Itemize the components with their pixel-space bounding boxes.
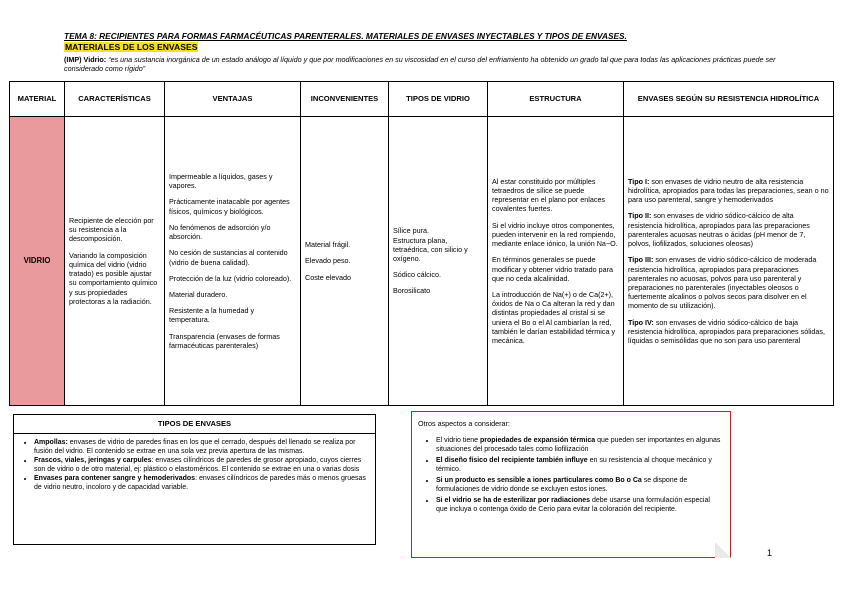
resistencia-item xyxy=(628,177,829,205)
header-resistencia: ENVASES SEGÚN SU RESISTENCIA HIDROLÍTICA xyxy=(624,82,834,117)
tipo-vidrio-item: Sódico cálcico. xyxy=(393,270,441,280)
tipos-vidrio-cell xyxy=(389,117,488,406)
list-item xyxy=(34,439,369,456)
resistencia-item xyxy=(628,211,829,248)
inconveniente-item: Elevado peso. xyxy=(305,256,351,266)
otros-aspectos-list xyxy=(436,436,723,514)
list-item xyxy=(34,475,369,492)
tipos-envases-box xyxy=(13,414,376,545)
inconveniente-item: Coste elevado xyxy=(305,272,351,282)
item-post: debe usarse una formulación especial que incluya o contenga óxido de Cerio para evitar la coloración del recipiente. xyxy=(436,497,710,513)
tipo-vidrio-item: Estructura plana, tetraédrica, con silicio y oxígeno. xyxy=(393,235,468,263)
otros-aspectos-box xyxy=(411,411,731,558)
tipo-label: Tipo III: xyxy=(628,255,654,265)
inconvenientes-cell xyxy=(301,117,389,406)
estructura-item: La introducción de Na(+) o de Ca(2+), óxidos de Na o Ca alteran la red y dan distintas propiedades al cristal si se uniera el Bo o el Al cambiarían la red, también le darían estabilidad térmica y mecánica. xyxy=(492,289,616,345)
ventaja-item: Resistente a la humedad y temperatura. xyxy=(169,306,255,325)
list-item xyxy=(436,436,723,454)
header-caracteristicas: CARACTERÍSTICAS xyxy=(65,82,165,117)
item-bold: propiedades de expansión térmica xyxy=(479,437,596,444)
list-item xyxy=(436,476,723,494)
item-text: : envases cilíndricos de paredes de grosor apropiado, cuyos cierres son de vidrio o de otro material, ej: plástico o elastoméricos. El contenido se extrae en una o varias dosis xyxy=(34,457,362,473)
tipo-text: son envases de vidrio sódico-cálcico de alta resistencia hidrolítica, apropiados para las preparaciones parenterales acuosas neutras o ácidas (pH menor de 7, polvos, liofilizados, soluciones oleosas) xyxy=(628,211,810,249)
resistencia-cell xyxy=(624,117,834,406)
item-post: se dispone de formulaciones de vidrio donde se excluyen estos iones. xyxy=(436,477,688,493)
ventaja-item: No fenómenos de adsorción y/o absorción. xyxy=(169,222,271,242)
header-tipos-vidrio: TIPOS DE VIDRIO xyxy=(389,82,488,117)
estructura-cell xyxy=(488,117,624,406)
item-bold: El diseño físico del recipiente también influye xyxy=(436,457,588,464)
estructura-item: En términos generales se puede modificar y obtener vidrio tratado para que no ceda alcalinidad. xyxy=(492,255,614,283)
ventaja-item: Prácticamente inatacable por agentes físicos, químicos y biológicos. xyxy=(169,197,290,216)
definition-label: (IMP) Vidrio: xyxy=(64,55,107,64)
materials-table xyxy=(9,81,834,406)
ventaja-item: Transparencia (envases de formas farmacéuticas parenterales) xyxy=(169,331,280,350)
material-cell: VIDRIO xyxy=(10,117,65,406)
list-item xyxy=(436,496,723,514)
item-text: envases de vidrio de paredes finas en los que el cerrado, después del llenado se realiza por fusión del vidrio. El contenido se extrae en una sola vez previa apertura de las mismas. xyxy=(34,439,356,455)
tipo-label: Tipo IV: xyxy=(628,317,654,327)
caracteristicas-cell xyxy=(65,117,165,406)
tipo-text: son envases de vidrio sódico-cálcico de moderada resistencia hidrolítica, apropiados para preparaciones parenterales no acuosas, polvos para uso parenteral y preparaciones no parenterales (inyectables oleosos o fuertemente alcalinos o polvos secos para disolver en el momento de su utilización). xyxy=(628,255,817,311)
item-post: que pueden ser importantes en algunas situaciones del procesado tales como liofilización xyxy=(436,437,721,453)
table-row xyxy=(10,117,834,406)
item-label: Frascos, viales, jeringas y carpules xyxy=(34,457,152,465)
caracteristica-item: Recipiente de elección por su resistencia a la descomposición. xyxy=(69,216,154,244)
ventaja-item: Impermeable a líquidos, gases y vapores. xyxy=(169,172,273,191)
tipo-text: son envases de vidrio sódico-cálcico de baja resistencia hidrolítica, apropiados para preparaciones sólidas, líquidas o semisólidas que no son para uso parenteral xyxy=(628,317,825,345)
ventaja-item: Protección de la luz (vidrio coloreado). xyxy=(169,273,292,283)
item-pre: El vidrio tiene xyxy=(436,437,480,444)
header-estructura: ESTRUCTURA xyxy=(488,82,624,117)
tipo-text: son envases de vidrio neutro de alta resistencia hidrolítica, apropiados para todas las preparaciones, sean o no para uso parenteral, sangre y hemoderivados xyxy=(628,176,829,205)
page-number: 1 xyxy=(767,548,773,558)
estructura-item: Al estar constituido por múltiples tetraedros de sílice se puede representar en el plano por enlaces covalentes fuertes. xyxy=(492,176,606,214)
tipo-vidrio-item: Borosilicato xyxy=(393,286,431,296)
item-bold: Si el vidrio se ha de esterilizar por radiaciones xyxy=(436,497,591,504)
header-material: MATERIAL xyxy=(10,82,65,117)
estructura-item: Si el vidrio incluye otros componentes, pueden intervenir en la red rompiendo, mediante enlace iónico, la unión Na−O. xyxy=(492,220,618,249)
header-inconvenientes: INCONVENIENTES xyxy=(301,82,389,117)
inconveniente-item: Material frágil. xyxy=(305,240,351,250)
tipos-envases-list xyxy=(34,439,369,493)
definition-text: “es una sustancia inorgánica de un estado análogo al líquido y que por modificaciones en su viscosidad en el curso del enfriamiento ha obtenido un grado tal que para todas las aplicaciones prácticas puede ser considerado como rígido” xyxy=(64,55,776,73)
caracteristica-item: Variando la composición química del vidrio (vidrio tratado) es posible ajustar su comportamiento químico y sus propiedades protectoras a la radiación. xyxy=(69,250,158,306)
item-label: Envases para contener sangre y hemoderivados xyxy=(34,475,196,483)
header-ventajas: VENTAJAS xyxy=(165,82,301,117)
item-post: en su resistencia al choque mecánico y térmico. xyxy=(436,457,712,473)
item-bold: Si un producto es sensible a iones particulares como Bo o Ca xyxy=(436,477,642,484)
tipos-envases-title: TIPOS DE ENVASES xyxy=(14,415,375,434)
table-header-row xyxy=(10,82,834,117)
tipo-label: Tipo II: xyxy=(628,211,652,221)
section-subtitle: MATERIALES DE LOS ENVASES xyxy=(65,42,198,52)
tipo-label: Tipo I: xyxy=(628,176,650,186)
page-title: TEMA 8: RECIPIENTES PARA FORMAS FARMACÉUTICAS PARENTERALES. MATERIALES DE ENVASES INYECTABLES Y TIPOS DE ENVASES. xyxy=(64,31,627,41)
item-text: : envases cilíndricos de paredes más o menos gruesas de vidrio neutro, incoloro y de capacidad variable. xyxy=(34,475,366,491)
glass-definition xyxy=(64,55,784,73)
ventajas-cell xyxy=(165,117,301,406)
resistencia-item xyxy=(628,255,829,310)
list-item xyxy=(436,456,723,474)
resistencia-item xyxy=(628,318,829,346)
list-item xyxy=(34,457,369,474)
ventaja-item: No cesión de sustancias al contenido (vidrio de buena calidad). xyxy=(169,248,288,267)
tipo-vidrio-item: Sílice pura. xyxy=(393,226,429,236)
otros-aspectos-title: Otros aspectos a considerar: xyxy=(418,419,510,428)
item-label: Ampollas: xyxy=(34,439,68,446)
ventaja-item: Material duradero. xyxy=(169,289,228,299)
